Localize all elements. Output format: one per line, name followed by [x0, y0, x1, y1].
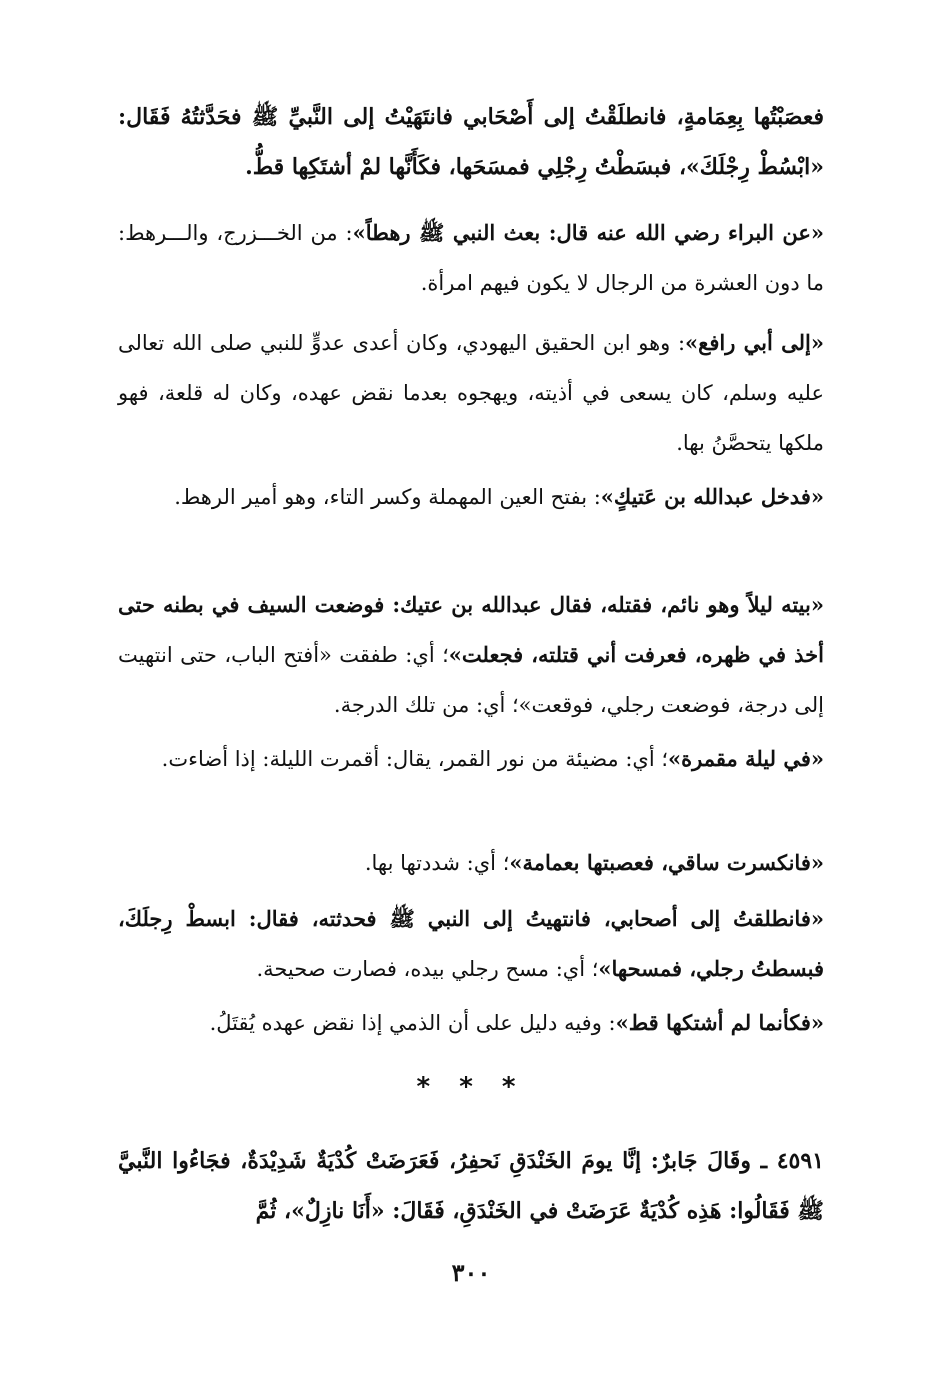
note-text: ؛ أي: مضيئة من نور القمر، يقال: أقمرت الليلة: إذا أضاءت.	[161, 747, 669, 771]
note-al-baraa	[118, 208, 824, 308]
note-text: : بفتح العين المهملة وكسر التاء، وهو أمير الرهط.	[174, 485, 601, 509]
note-text: ؛ أي: طفقت «أفتح الباب، حتى انتهيت إلى درجة، فوضعت رجلي، فوقعت»؛ أي: من تلك الدرجة.	[118, 643, 824, 717]
note-lemma: «عن البراء رضي الله عنه قال: بعث النبي ﷺ رهطاً»	[352, 220, 824, 245]
note-never-complained	[118, 998, 824, 1048]
note-text: ؛ أي: شددتها بها.	[364, 851, 510, 875]
note-abu-rafi	[118, 318, 824, 468]
note-text: : وفيه دليل على أن الذمي إذا نقض عهده يُقتَلُ.	[209, 1011, 616, 1035]
note-lemma: «فانطلقتُ إلى أصحابي، فانتهيتُ إلى النبي ﷺ فحدثته، فقال: ابسطْ رِجلَكَ، فبسطتُ رجلي، فمسحها»	[118, 906, 824, 981]
note-text: : من الخـــزرج، والـــرهط: ما دون العشرة من الرجال لا يكون فيهم امرأة.	[118, 221, 824, 295]
note-went-to-companions	[118, 894, 824, 994]
note-lemma: «في ليلة مقمرة»	[668, 746, 824, 771]
note-text: ؛ أي: مسح رجلي بيده، فصارت صحيحة.	[256, 957, 599, 981]
note-lemma: «فكأنما لم أشتكها قط»	[615, 1010, 824, 1035]
note-killing	[118, 580, 824, 730]
note-lemma: «إلى أبي رافع»	[685, 330, 825, 355]
hadith-4591: ٤٥٩١ ـ وقَالَ جَابرٌ: إنَّا يومَ الخَنْدَقِ نَحفِرُ، فَعَرَضَتْ كُدْيَةٌ شَدِيْدَةٌ، فجَاءُوا النَّبيَّ ﷺ فَقَالُوا: هَذِه كُدْيَةٌ عَرَضَتْ في الخَنْدَقِ، فَقَالَ: «أَنَا نازِلٌ»، ثُمَّ	[118, 1148, 824, 1224]
note-abdullah-ibn-atik	[118, 472, 824, 522]
section-separator: * * *	[416, 1072, 526, 1102]
note-lemma: «فانكسرت ساقي، فعصبتها بعمامة»	[509, 850, 824, 875]
page-number: ٣٠٠	[451, 1258, 491, 1287]
note-lemma: «فدخل عبدالله بن عَتيكٍ»	[600, 484, 824, 509]
hadith-continuation: فعصَبْتُها بِعِمَامةٍ، فانطلَقْتُ إلى أَصْحَابي فانتَهَيْتُ إلى النَّبيِّ ﷺ فحَدَّثتُهُ فَقَال: «ابْسُطْ رِجْلَكَ»، فبسَطْتُ رِجْلِي فمسَحَها، فكَأَنَّها لمْ أشتَكِها قطُّ.	[118, 104, 824, 180]
note-text: : وهو ابن الحقيق اليهودي، وكان أعدى عدوٍّ للنبي صلى الله تعالى عليه وسلم، كان يسعى في أذيته، ويهجوه بعدما نقض عهده، وكان له قلعة، فهو ملكها يتحصَّنُ بها.	[118, 331, 824, 455]
note-lemma: «بيته ليلاً وهو نائم، فقتله، فقال عبدالله بن عتيك: فوضعت السيف في بطنه حتى أخذ في ظهره، فعرفت أني قتلته، فجعلت»	[118, 592, 824, 667]
note-broken-leg	[118, 838, 824, 888]
note-moonlit-night	[118, 734, 824, 784]
